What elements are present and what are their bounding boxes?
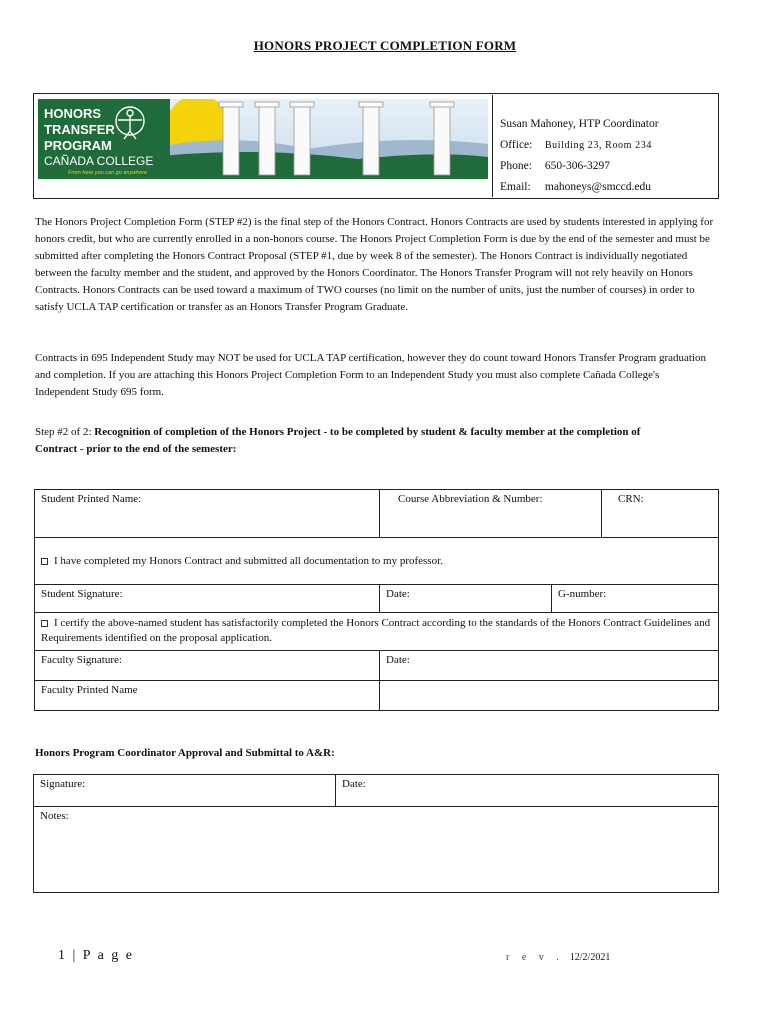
course-field[interactable]: Course Abbreviation & Number: xyxy=(379,490,601,537)
crn-field[interactable]: CRN: xyxy=(601,490,718,537)
faculty-checkbox[interactable] xyxy=(41,620,48,627)
coordinator-heading: Honors Program Coordinator Approval and Submittal to A&R: xyxy=(35,747,335,759)
coordinator-table xyxy=(33,774,719,893)
faculty-statement: I certify the above-named student has satisfactorily completed the Honors Contract according to the standards of the Honors Contract Guidelines and Requirements identified on the proposal application. xyxy=(41,617,711,644)
student-printed-name-field[interactable]: Student Printed Name: xyxy=(41,493,142,505)
student-statement-row xyxy=(35,537,718,584)
student-signature-field[interactable]: Student Signature: xyxy=(35,584,379,612)
faculty-printed-name-field[interactable]: Faculty Printed Name xyxy=(35,680,379,710)
faculty-statement-row xyxy=(35,612,718,650)
phone-line xyxy=(500,156,659,177)
coordinator-name: Susan Mahoney, HTP Coordinator xyxy=(500,118,659,130)
office-label: Office: xyxy=(500,138,533,151)
faculty-signature-field[interactable]: Faculty Signature: xyxy=(35,650,379,680)
step-prefix: Step #2 of 2: xyxy=(35,426,95,438)
student-date-field[interactable]: Date: xyxy=(379,584,551,612)
honors-transfer-program-logo xyxy=(38,99,488,179)
contracts-note-paragraph: Contracts in 695 Independent Study may NOT be used for UCLA TAP certification, however they do count toward Honors Transfer Program graduation and completion. If you are attaching this Honors Project Completion Form to an Independent Study you must also complete Cañada College's Independent Study 695 form. xyxy=(35,352,707,398)
revision-date: 12/2/2021 xyxy=(569,952,611,963)
email-label: Email: xyxy=(500,180,531,193)
logo-line-2: TRANSFER xyxy=(44,122,115,137)
office-value: Building 23, Room 234 xyxy=(544,139,652,151)
coordinator-date-field[interactable]: Date: xyxy=(335,775,718,806)
student-statement: I have completed my Honors Contract and submitted all documentation to my professor. xyxy=(54,555,443,567)
header-box xyxy=(33,93,719,199)
office-line xyxy=(500,135,659,157)
step-instruction xyxy=(35,424,685,458)
step-bold-text: Recognition of completion of the Honors Project - to be completed by student & faculty member at the completion of Contract - prior to the end of the semester: xyxy=(35,426,641,455)
logo-line-1: HONORS xyxy=(44,106,102,121)
completion-form-table xyxy=(34,489,719,711)
email-value[interactable]: mahoneys@smccd.edu xyxy=(544,180,651,193)
logo-line-3: PROGRAM xyxy=(44,138,112,153)
phone-value: 650-306-3297 xyxy=(544,160,611,172)
coordinator-signature-field[interactable]: Signature: xyxy=(40,778,86,790)
page-number: 1 | P a g e xyxy=(58,948,134,963)
logo-line-4: CAÑADA COLLEGE xyxy=(44,154,154,168)
email-line xyxy=(500,177,659,198)
phone-label: Phone: xyxy=(500,160,532,172)
revision xyxy=(506,952,610,963)
student-checkbox[interactable] xyxy=(41,558,48,565)
logo-cell xyxy=(35,95,493,197)
revision-label: r e v . xyxy=(506,952,564,963)
notes-field[interactable]: Notes: xyxy=(34,806,718,892)
faculty-date-field[interactable]: Date: xyxy=(379,650,718,680)
logo-tagline: From here you can go anywhere xyxy=(68,170,148,176)
intro-paragraph: The Honors Project Completion Form (STEP #2) is the final step of the Honors Contract. Honors Contracts are used by students interested in applying for honors credit, but who are currently enrolled in a non-honors course. The Honors Project Completion Form is due by the end of the semester and must be submitted after completing the Honors Contract Proposal (STEP #1, due by week 8 of the semester). The Honors Contract is individually negotiated between the faculty member and the student, and approved by the Honors Coordinator. The Honors Transfer Program will not rely heavily on Honors Contracts. Honors Contracts can be used toward a maximum of TWO courses (no limit on the number of units, just the number of courses) in order to satisfy UCLA TAP certification or transfer as an Honors Transfer Program Graduate. xyxy=(35,216,714,313)
contact-block xyxy=(500,114,659,197)
faculty-printed-name-input[interactable] xyxy=(379,680,718,710)
form-title: HONORS PROJECT COMPLETION FORM xyxy=(253,38,517,53)
gnumber-field[interactable]: G-number: xyxy=(551,584,718,612)
